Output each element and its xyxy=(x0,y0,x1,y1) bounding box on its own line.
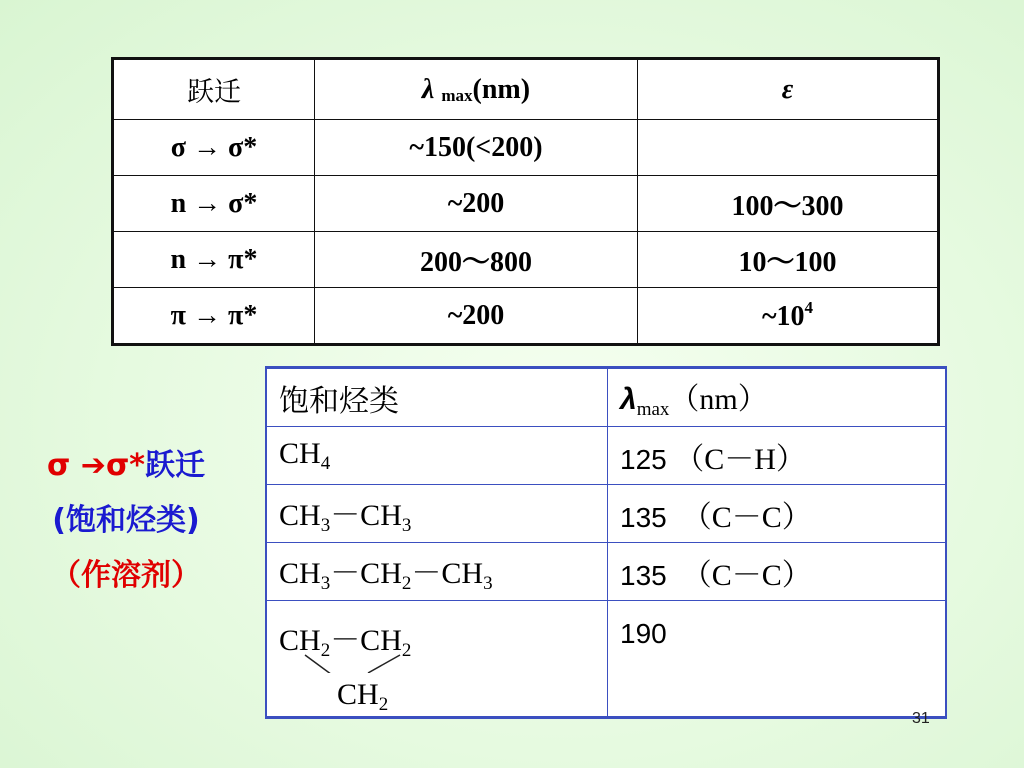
cyclopropane-top: $CH_2-CH_2$ xyxy=(279,624,412,661)
lambda-cell: ~200 xyxy=(315,176,638,232)
transition-table-header xyxy=(113,59,939,120)
header-transition: 跃迁 xyxy=(113,59,315,120)
solvent-label: （作溶剂） xyxy=(51,558,201,593)
transition-table xyxy=(111,57,940,346)
header-lambda-max: $\lambda_{max}(nm)$ xyxy=(608,368,947,427)
transition-row xyxy=(113,288,939,345)
lambda-cell: ~150(<200) xyxy=(315,120,638,176)
transition-row xyxy=(113,120,939,176)
alkane-row xyxy=(266,543,946,601)
bond-line-left xyxy=(305,655,343,673)
transition-cell: π → π* xyxy=(113,288,315,345)
header-epsilon: ε xyxy=(638,59,939,120)
header-lambda-max: λ max(nm) xyxy=(315,59,638,120)
value-cell: 190 xyxy=(620,618,667,649)
lambda-cell: 200～800 xyxy=(315,232,638,288)
lambda-cell: ~200 xyxy=(315,288,638,345)
transition-cell: n → π* xyxy=(113,232,315,288)
transition-row xyxy=(113,232,939,288)
value-cell: 135 （C－C） xyxy=(608,543,947,601)
saturated-hydrocarbon-label: (饱和烃类) xyxy=(52,503,200,538)
formula-cell: $CH_3-CH_3$ xyxy=(266,485,608,543)
header-saturated-hydrocarbons: 饱和烃类 xyxy=(266,368,608,427)
cyclopropane-bond-lines xyxy=(265,593,405,673)
page-number: 31 xyxy=(912,710,930,727)
alkane-row xyxy=(266,485,946,543)
epsilon-cell: 100～300 xyxy=(638,176,939,232)
alkane-table-header xyxy=(266,368,946,427)
alkane-row xyxy=(266,427,946,485)
bond-line-right xyxy=(368,655,400,673)
formula-cell: $CH_3-CH_2-CH_3$ xyxy=(266,543,608,601)
transition-cell: n → σ* xyxy=(113,176,315,232)
cyclopropane-bottom: $CH_2$ xyxy=(337,678,389,715)
transition-cell: σ → σ* xyxy=(113,120,315,176)
formula-cell: $CH_4$ xyxy=(266,427,608,485)
value-cell: 135 （C－C） xyxy=(608,485,947,543)
transition-row xyxy=(113,176,939,232)
epsilon-cell: $\sim 10^4$ xyxy=(638,288,939,345)
epsilon-cell xyxy=(638,120,939,176)
epsilon-cell: 10～100 xyxy=(638,232,939,288)
sigma-transition-label: σ ➔σ*跃迁 xyxy=(47,448,205,483)
value-cell: 125 （C－H） xyxy=(608,427,947,485)
